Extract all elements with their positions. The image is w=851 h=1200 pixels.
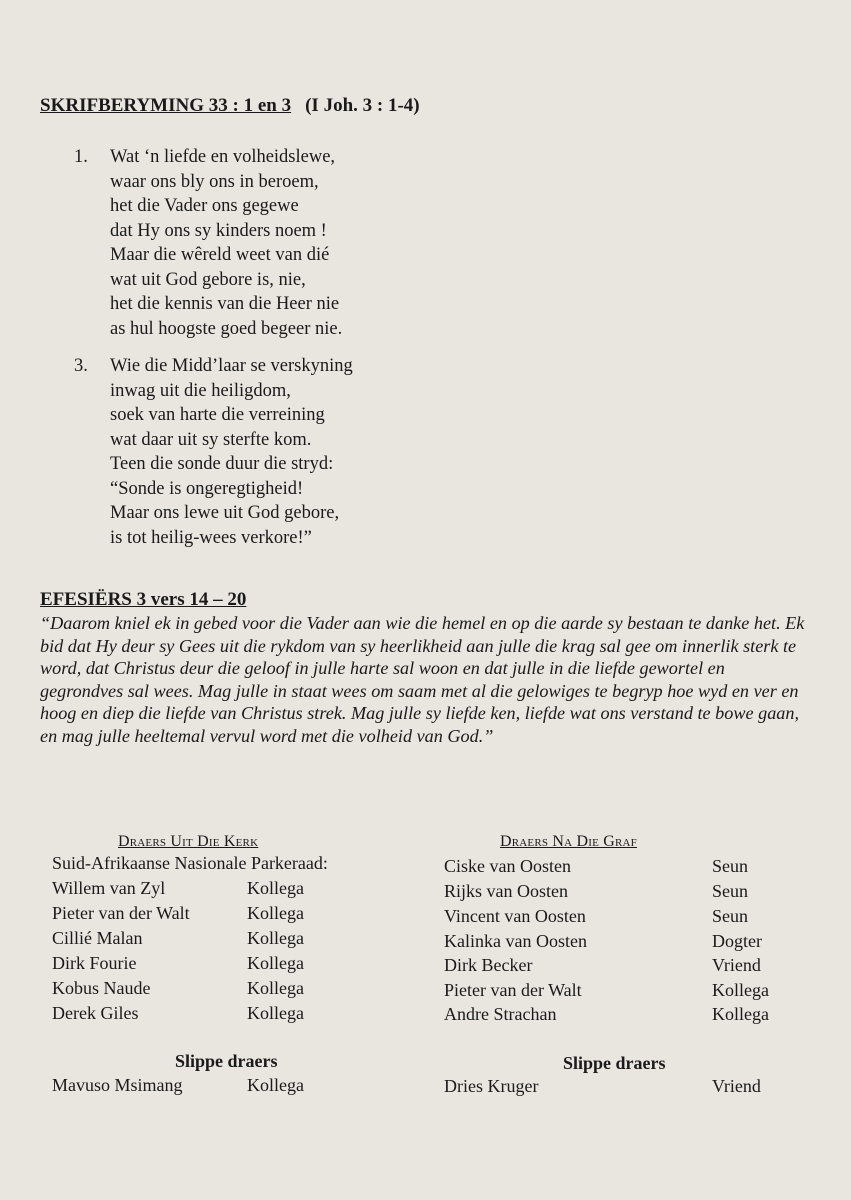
verse-line: as hul hoogste goed begeer nie.: [110, 318, 343, 339]
hymn-title: SKRIFBERYMING 33 : 1 en 3: [40, 95, 292, 116]
bearer-role: Seun: [712, 906, 748, 926]
bearers-organisation: Suid-Afrikaanse Nasionale Parkeraad:: [52, 853, 328, 873]
verse-line: inwag uit die heiligdom,: [110, 380, 291, 401]
bearer-row: [444, 931, 804, 955]
bearer-row: [444, 1004, 804, 1028]
hymn-verse-1: [74, 145, 434, 341]
scripture-text: “Daarom kniel ek in gebed voor die Vader aan wie die hemel en op die aarde sy bestaan te danke het. Ek bid dat Hy deur sy Gees uit die rykdom van sy heerlikheid aan julle die krag sal gee om innerlik sterk te word, dat Christus deur die geloof in julle harte sal woon en dat julle in die liefde gewortel en gegrondves sal wees. Mag julle in staat wees om saam met al die gelowiges te begryp hoe wyd en ver en hoog en diep die liefde van Christus strek. Mag julle sy liefde ken, liefde wat ons verstand te bowe gaan, en mag julle heeltemal vervul word met die volheid van God.”: [40, 613, 805, 746]
bearer-name: Mavuso Msimang: [52, 1075, 183, 1095]
bearer-name: Vincent van Oosten: [444, 906, 586, 926]
bearer-role: Seun: [712, 856, 748, 876]
bearer-name: Andre Strachan: [444, 1004, 557, 1024]
pall-bearer-row: [444, 1076, 804, 1100]
scripture-heading: EFESIËRS 3 vers 14 – 20: [40, 589, 247, 610]
bearer-name: Rijks van Oosten: [444, 881, 568, 901]
bearer-name: Ciske van Oosten: [444, 856, 571, 876]
verse-line: “Sonde is ongeregtigheid!: [110, 478, 304, 499]
bearer-role: Seun: [712, 881, 748, 901]
verse-line: dat Hy ons sy kinders noem !: [110, 220, 327, 241]
hymn-reference: (I Joh. 3 : 1-4): [305, 95, 420, 116]
hymn-heading: [40, 95, 420, 117]
bearer-name: Dirk Fourie: [52, 953, 137, 973]
verse-line: wat uit God gebore is, nie,: [110, 269, 306, 290]
bearer-name: Dirk Becker: [444, 955, 533, 975]
bearers-grave-heading: Draers Na Die Graf: [500, 833, 637, 850]
bearer-role: Kollega: [247, 903, 304, 923]
bearer-name: Pieter van der Walt: [52, 903, 190, 923]
bearer-row: [444, 881, 804, 905]
pall-bearers-grave-heading: Slippe draers: [563, 1053, 666, 1073]
verse-line: Maar ons lewe uit God gebore,: [110, 503, 340, 523]
bearer-name: Derek Giles: [52, 1003, 139, 1023]
bearer-role: Kollega: [247, 1003, 304, 1023]
bearer-row: [444, 906, 804, 930]
bearer-row: [52, 928, 382, 952]
bearer-role: Kollega: [247, 978, 304, 998]
bearer-name: Dries Kruger: [444, 1076, 539, 1096]
verse-number: 1.: [74, 147, 88, 167]
verse-line: Maar die wêreld weet van dié: [110, 245, 330, 265]
pall-bearers-church-heading: Slippe draers: [175, 1051, 278, 1071]
bearer-row: [444, 856, 804, 880]
hymn-verse-3: [74, 354, 434, 550]
bearer-row: [52, 978, 382, 1002]
verse-line: Wie die Midd’laar se verskyning: [110, 356, 353, 376]
verse-line: het die kennis van die Heer nie: [110, 294, 340, 314]
pall-bearer-row: [52, 1075, 382, 1099]
verse-line: Wat ‘n liefde en volheidslewe,: [110, 147, 336, 167]
verse-line: is tot heilig-wees verkore!”: [110, 527, 312, 548]
bearer-row: [444, 955, 804, 979]
bearer-row: [444, 980, 804, 1004]
verse-line: Teen die sonde duur die stryd:: [110, 454, 334, 474]
verse-line: het die Vader ons gegewe: [110, 196, 299, 216]
bearer-row: [52, 953, 382, 977]
bearers-church-heading: Draers Uit Die Kerk: [118, 833, 259, 850]
bearer-name: Willem van Zyl: [52, 878, 166, 898]
bearer-role: Dogter: [712, 931, 762, 951]
bearer-row: [52, 1003, 382, 1027]
bearer-role: Kollega: [247, 928, 304, 948]
bearer-row: [52, 903, 382, 927]
bearer-name: Cillié Malan: [52, 928, 143, 948]
bearer-row: [52, 878, 382, 902]
bearer-name: Pieter van der Walt: [444, 980, 582, 1000]
verse-line: soek van harte die verreining: [110, 405, 325, 425]
bearer-role: Kollega: [247, 878, 304, 898]
bearer-role: Kollega: [712, 1004, 769, 1024]
verse-number: 3.: [74, 356, 88, 376]
verse-line: waar ons bly ons in beroem,: [110, 171, 319, 192]
bearer-role: Kollega: [247, 1075, 304, 1095]
bearer-role: Vriend: [712, 1076, 761, 1096]
bearer-name: Kobus Naude: [52, 978, 151, 998]
bearer-role: Vriend: [712, 955, 761, 975]
bearer-name: Kalinka van Oosten: [444, 931, 587, 951]
bearer-role: Kollega: [247, 953, 304, 973]
bearer-role: Kollega: [712, 980, 769, 1000]
verse-line: wat daar uit sy sterfte kom.: [110, 429, 312, 450]
